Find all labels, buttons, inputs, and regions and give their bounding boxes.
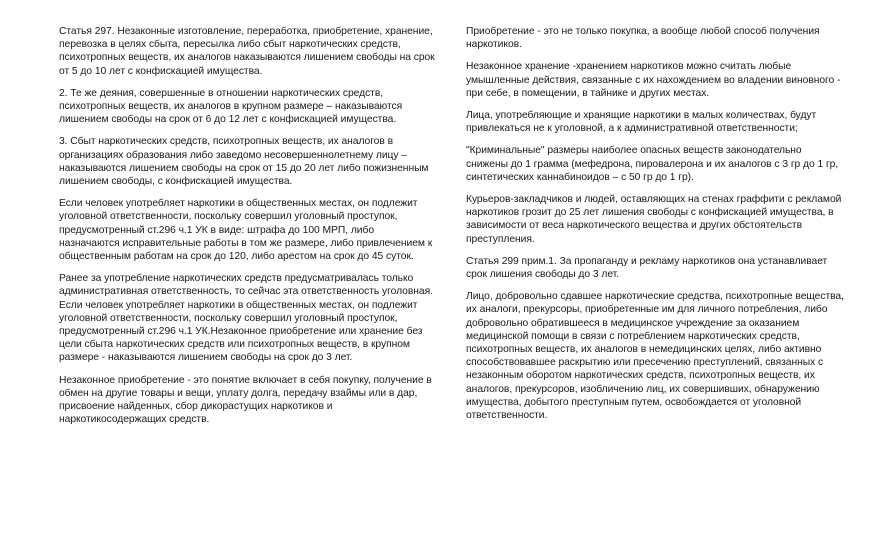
paragraph-small-quantities: Лица, употребляющие и хранящие наркотики в малых количествах, будут привлекаться не к уголовной, а к административной ответственности; bbox=[466, 110, 817, 135]
paragraph-article-299: Статья 299 прим.1. За пропаганду и рекламу наркотиков она устанавливает срок лишения свободы до 3 лет. bbox=[466, 255, 828, 281]
paragraph-public-use: Если человек употребляет наркотики в общественных местах, он подлежит уголовной ответственности, поскольку совершил уголовный проступок, предусмотренный ст.296 ч.1 УК в виде: штрафа до 100 МРП, либо назначаются исправительные работы в том же размере, либо привлечением к общественным работам на срок до 120, либо арестом на срок до 45 суток. bbox=[59, 198, 433, 263]
left-column bbox=[59, 25, 437, 435]
paragraph-sale-to-minors: 3. Сбыт наркотических средств, психотропных веществ, их аналогов в организациях образования либо заведомо несовершеннолетнему лицу – наказываются лишением свободы на срок от 15 до 20 лет либо пожизненным лишением свободы, с конфискацией имущества. bbox=[59, 136, 429, 188]
paragraph-couriers: Курьеров-закладчиков и людей, оставляющих на стенах граффити с рекламой наркотиков грозит до 25 лет лишения свободы с конфискацией имущества, в зависимости от веса наркотического вещества и других обстоятельств преступления. bbox=[466, 194, 842, 245]
paragraph-previous-liability: Ранее за употребление наркотических средств предусматривалась только административная ответственность, то сейчас эта ответственность уголовная. Если человек употребляет наркотики в общественных местах, он подлежит уголовной ответственности, поскольку совершил уголовный проступок, предусмотренный ст.296 ч.1 УК.Незаконное приобретение или хранение без цели сбыта наркотических средств или психотропных веществ, в крупном размере - наказываются лишением свободы на срок до 3 лет. bbox=[59, 273, 433, 364]
right-column bbox=[466, 25, 844, 431]
paragraph-illegal-storage: Незаконное хранение -хранением наркотиков можно считать любые умышленные действия, связанные с их нахождением во владении виновного - при себе, в помещении, в тайнике и других местах. bbox=[466, 61, 841, 99]
paragraph-article-297: Статья 297. Незаконные изготовление, переработка, приобретение, хранение, перевозка в целях сбыта, пересылка либо сбыт наркотических средств, психотропных веществ, их аналогов наказываются лишением свободы на срок от 5 до 10 лет с конфискацией имущества. bbox=[59, 26, 435, 77]
paragraph-large-amount: 2. Те же деяния, совершенные в отношении наркотических средств, психотропных веществ, их аналогов в крупном размере – наказываются лишением свободы на срок от 6 до 12 лет с конфискацией имущества. bbox=[59, 87, 403, 126]
paragraph-criminal-amounts: "Криминальные" размеры наиболее опасных веществ законодательно снижены до 1 грамма (мефедрона, пировалерона и их аналогов с 3 гр до 1 гр, синтетических каннабиноидов – с 50 гр до 1 гр). bbox=[466, 145, 839, 183]
paragraph-illegal-acquisition: Незаконное приобретение - это понятие включает в себя покупку, получение в обмен на другие товары и вещи, уплату долга, передачу взаймы или в дар, присвоение найденных, сбор дикорастущих наркотиков и наркотикосодержащих средств. bbox=[59, 374, 432, 426]
paragraph-voluntary-surrender: Лицо, добровольно сдавшее наркотические средства, психотропные вещества, их аналоги, прекурсоры, приобретенные им для личного потребления, либо добровольно обратившееся в медицинское учреждение за оказанием медицинской помощи в связи с потреблением наркотических средств, психотропных веществ, их аналогов в немедицинских целях, либо активно способствовавшее раскрытию или пресечению преступлений, связанных с незаконным оборотом наркотических средств, психотропных веществ, их аналогов, прекурсоров, изобличению лиц, их совершивших, обнаружению имущества, добытого преступным путем, освобождается от уголовной ответственности. bbox=[466, 291, 844, 422]
paragraph-acquisition-definition: Приобретение - это не только покупка, а вообще любой способ получения наркотиков. bbox=[466, 26, 820, 51]
